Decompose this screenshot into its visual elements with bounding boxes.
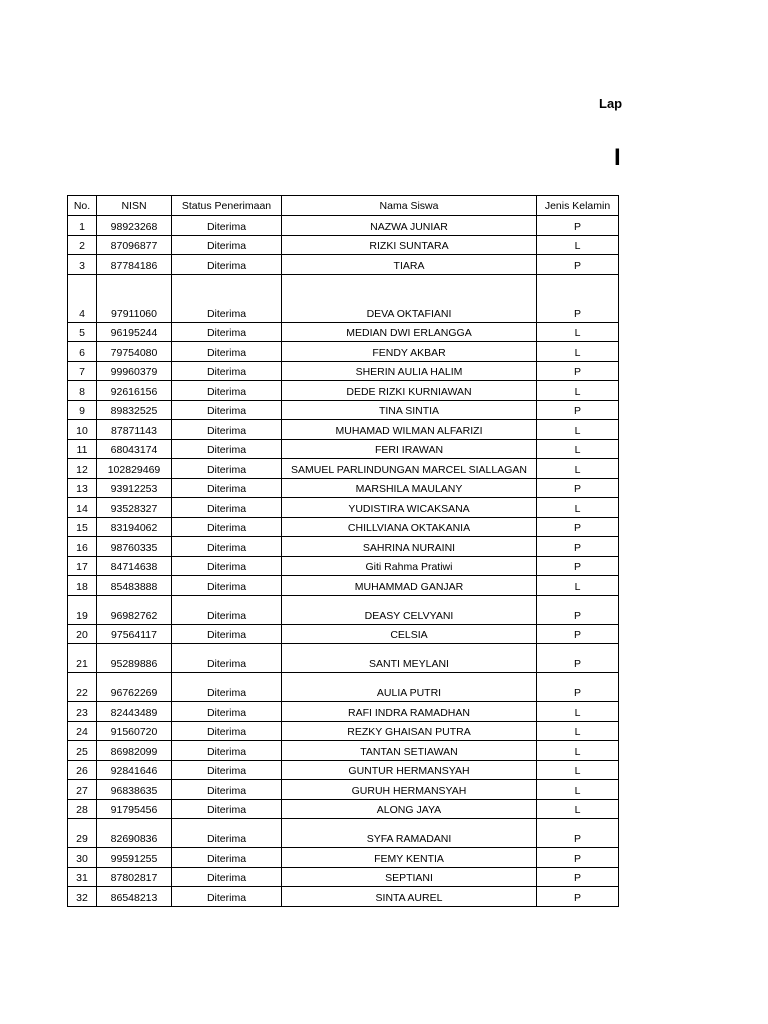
cell-status: Diterima bbox=[172, 867, 282, 887]
cell-nama: NAZWA JUNIAR bbox=[282, 216, 537, 236]
cell-nama: GUNTUR HERMANSYAH bbox=[282, 760, 537, 780]
table-row bbox=[68, 702, 619, 722]
cell-no: 16 bbox=[68, 537, 97, 557]
table-row bbox=[68, 673, 619, 702]
cell-jenis-kelamin: P bbox=[537, 624, 619, 644]
cell-nama: CHILLVIANA OKTAKANIA bbox=[282, 517, 537, 537]
table-row bbox=[68, 361, 619, 381]
cell-jenis-kelamin: L bbox=[537, 576, 619, 596]
cell-nisn: 97564117 bbox=[97, 624, 172, 644]
cell-jenis-kelamin: L bbox=[537, 459, 619, 479]
table-row bbox=[68, 342, 619, 362]
cell-nama: ALONG JAYA bbox=[282, 799, 537, 819]
cell-status: Diterima bbox=[172, 498, 282, 518]
table-row bbox=[68, 537, 619, 557]
table-row bbox=[68, 400, 619, 420]
cell-status: Diterima bbox=[172, 459, 282, 479]
cell-status: Diterima bbox=[172, 322, 282, 342]
cell-status: Diterima bbox=[172, 517, 282, 537]
cell-no: 17 bbox=[68, 556, 97, 576]
cell-no: 5 bbox=[68, 322, 97, 342]
cell-nama: FERI IRAWAN bbox=[282, 439, 537, 459]
cell-nisn: 92616156 bbox=[97, 381, 172, 401]
cell-nama: YUDISTIRA WICAKSANA bbox=[282, 498, 537, 518]
cell-nama: Giti Rahma Pratiwi bbox=[282, 556, 537, 576]
cell-status: Diterima bbox=[172, 819, 282, 848]
cell-nama: FEMY KENTIA bbox=[282, 848, 537, 868]
cell-nisn: 96982762 bbox=[97, 595, 172, 624]
cell-nisn: 89832525 bbox=[97, 400, 172, 420]
table-row bbox=[68, 576, 619, 596]
cell-nama: MEDIAN DWI ERLANGGA bbox=[282, 322, 537, 342]
cell-nisn: 99591255 bbox=[97, 848, 172, 868]
cell-nisn: 96838635 bbox=[97, 780, 172, 800]
cell-status: Diterima bbox=[172, 576, 282, 596]
cell-status: Diterima bbox=[172, 848, 282, 868]
cell-no: 1 bbox=[68, 216, 97, 236]
cell-jenis-kelamin: P bbox=[537, 400, 619, 420]
header-no: No. bbox=[68, 196, 97, 216]
table-row bbox=[68, 439, 619, 459]
cell-status: Diterima bbox=[172, 644, 282, 673]
cell-status: Diterima bbox=[172, 235, 282, 255]
cell-no: 9 bbox=[68, 400, 97, 420]
cell-status: Diterima bbox=[172, 478, 282, 498]
cell-no: 20 bbox=[68, 624, 97, 644]
cell-jenis-kelamin: L bbox=[537, 420, 619, 440]
table-row bbox=[68, 517, 619, 537]
table-row bbox=[68, 799, 619, 819]
cell-jenis-kelamin: L bbox=[537, 381, 619, 401]
cell-status: Diterima bbox=[172, 439, 282, 459]
cell-nama: SEPTIANI bbox=[282, 867, 537, 887]
cell-nisn: 96762269 bbox=[97, 673, 172, 702]
table-row bbox=[68, 556, 619, 576]
table-row bbox=[68, 721, 619, 741]
cell-nama: REZKY GHAISAN PUTRA bbox=[282, 721, 537, 741]
table-row bbox=[68, 459, 619, 479]
table-row bbox=[68, 741, 619, 761]
cell-jenis-kelamin: P bbox=[537, 848, 619, 868]
cell-status: Diterima bbox=[172, 741, 282, 761]
cell-jenis-kelamin: P bbox=[537, 361, 619, 381]
cell-nisn: 92841646 bbox=[97, 760, 172, 780]
table-row bbox=[68, 780, 619, 800]
table-row bbox=[68, 819, 619, 848]
cell-status: Diterima bbox=[172, 400, 282, 420]
cell-jenis-kelamin: P bbox=[537, 216, 619, 236]
table-row bbox=[68, 216, 619, 236]
table-row bbox=[68, 867, 619, 887]
cell-jenis-kelamin: P bbox=[537, 673, 619, 702]
header-jenis-kelamin: Jenis Kelamin bbox=[537, 196, 619, 216]
header-status: Status Penerimaan bbox=[172, 196, 282, 216]
cell-no: 10 bbox=[68, 420, 97, 440]
cell-jenis-kelamin: P bbox=[537, 556, 619, 576]
cell-status: Diterima bbox=[172, 381, 282, 401]
cell-status: Diterima bbox=[172, 887, 282, 907]
cell-jenis-kelamin: L bbox=[537, 498, 619, 518]
cell-status: Diterima bbox=[172, 721, 282, 741]
cell-nisn: 102829469 bbox=[97, 459, 172, 479]
cell-jenis-kelamin: P bbox=[537, 644, 619, 673]
cell-jenis-kelamin: L bbox=[537, 342, 619, 362]
cell-no: 13 bbox=[68, 478, 97, 498]
table-row bbox=[68, 624, 619, 644]
table-row bbox=[68, 420, 619, 440]
cell-jenis-kelamin: P bbox=[537, 887, 619, 907]
cell-nama: TINA SINTIA bbox=[282, 400, 537, 420]
table-row bbox=[68, 848, 619, 868]
cell-nisn: 93528327 bbox=[97, 498, 172, 518]
cell-nama: FENDY AKBAR bbox=[282, 342, 537, 362]
cell-nisn: 99960379 bbox=[97, 361, 172, 381]
cell-nama: CELSIA bbox=[282, 624, 537, 644]
cell-nama: SAHRINA NURAINI bbox=[282, 537, 537, 557]
cell-nisn: 86982099 bbox=[97, 741, 172, 761]
cell-no: 3 bbox=[68, 255, 97, 275]
cell-nama: DEVA OKTAFIANI bbox=[282, 274, 537, 322]
cell-nama: SYFA RAMADANI bbox=[282, 819, 537, 848]
table-row bbox=[68, 478, 619, 498]
cell-nisn: 91795456 bbox=[97, 799, 172, 819]
cell-no: 30 bbox=[68, 848, 97, 868]
cell-no: 4 bbox=[68, 274, 97, 322]
cell-no: 25 bbox=[68, 741, 97, 761]
cell-jenis-kelamin: P bbox=[537, 595, 619, 624]
cell-status: Diterima bbox=[172, 673, 282, 702]
cell-no: 28 bbox=[68, 799, 97, 819]
cell-no: 31 bbox=[68, 867, 97, 887]
cell-jenis-kelamin: P bbox=[537, 819, 619, 848]
table-row bbox=[68, 381, 619, 401]
cell-nama: MUHAMAD WILMAN ALFARIZI bbox=[282, 420, 537, 440]
cell-no: 27 bbox=[68, 780, 97, 800]
cell-status: Diterima bbox=[172, 255, 282, 275]
cell-no: 32 bbox=[68, 887, 97, 907]
cell-no: 8 bbox=[68, 381, 97, 401]
table-row bbox=[68, 235, 619, 255]
cell-nama: DEASY CELVYANI bbox=[282, 595, 537, 624]
table-row bbox=[68, 760, 619, 780]
cell-nama: DEDE RIZKI KURNIAWAN bbox=[282, 381, 537, 401]
cell-nisn: 83194062 bbox=[97, 517, 172, 537]
cell-jenis-kelamin: L bbox=[537, 799, 619, 819]
cell-nama: SINTA AUREL bbox=[282, 887, 537, 907]
cell-nisn: 98923268 bbox=[97, 216, 172, 236]
cell-status: Diterima bbox=[172, 780, 282, 800]
cell-no: 14 bbox=[68, 498, 97, 518]
cell-no: 2 bbox=[68, 235, 97, 255]
cell-jenis-kelamin: L bbox=[537, 741, 619, 761]
cell-status: Diterima bbox=[172, 595, 282, 624]
cell-jenis-kelamin: P bbox=[537, 274, 619, 322]
cell-nisn: 87784186 bbox=[97, 255, 172, 275]
cell-nama: MUHAMMAD GANJAR bbox=[282, 576, 537, 596]
cell-no: 23 bbox=[68, 702, 97, 722]
cell-no: 12 bbox=[68, 459, 97, 479]
cell-no: 26 bbox=[68, 760, 97, 780]
cell-no: 19 bbox=[68, 595, 97, 624]
cell-jenis-kelamin: P bbox=[537, 478, 619, 498]
cell-nama: SHERIN AULIA HALIM bbox=[282, 361, 537, 381]
cell-nama: AULIA PUTRI bbox=[282, 673, 537, 702]
cell-status: Diterima bbox=[172, 361, 282, 381]
cell-nisn: 91560720 bbox=[97, 721, 172, 741]
header-nisn: NISN bbox=[97, 196, 172, 216]
cell-nisn: 98760335 bbox=[97, 537, 172, 557]
cell-nama: TANTAN SETIAWAN bbox=[282, 741, 537, 761]
cell-nisn: 85483888 bbox=[97, 576, 172, 596]
cell-nisn: 87802817 bbox=[97, 867, 172, 887]
table-header-row bbox=[68, 196, 619, 216]
cell-nisn: 82690836 bbox=[97, 819, 172, 848]
cell-status: Diterima bbox=[172, 420, 282, 440]
cell-jenis-kelamin: L bbox=[537, 439, 619, 459]
cell-jenis-kelamin: P bbox=[537, 537, 619, 557]
cell-no: 7 bbox=[68, 361, 97, 381]
cell-jenis-kelamin: P bbox=[537, 517, 619, 537]
cell-no: 22 bbox=[68, 673, 97, 702]
cell-jenis-kelamin: P bbox=[537, 867, 619, 887]
cell-nisn: 93912253 bbox=[97, 478, 172, 498]
cell-status: Diterima bbox=[172, 702, 282, 722]
cell-jenis-kelamin: L bbox=[537, 322, 619, 342]
table-row bbox=[68, 595, 619, 624]
cell-no: 6 bbox=[68, 342, 97, 362]
cell-nisn: 96195244 bbox=[97, 322, 172, 342]
cell-no: 18 bbox=[68, 576, 97, 596]
student-table bbox=[67, 195, 619, 907]
cell-nisn: 87871143 bbox=[97, 420, 172, 440]
table-row bbox=[68, 498, 619, 518]
cell-status: Diterima bbox=[172, 799, 282, 819]
cell-nisn: 84714638 bbox=[97, 556, 172, 576]
cell-no: 11 bbox=[68, 439, 97, 459]
header-nama: Nama Siswa bbox=[282, 196, 537, 216]
cell-nama: SANTI MEYLANI bbox=[282, 644, 537, 673]
page-title: Lap bbox=[599, 96, 623, 111]
cell-status: Diterima bbox=[172, 216, 282, 236]
cell-status: Diterima bbox=[172, 556, 282, 576]
table-row bbox=[68, 644, 619, 673]
table-row bbox=[68, 255, 619, 275]
cell-nisn: 97911060 bbox=[97, 274, 172, 322]
cell-no: 29 bbox=[68, 819, 97, 848]
table-body bbox=[68, 216, 619, 907]
cell-jenis-kelamin: L bbox=[537, 780, 619, 800]
table-row bbox=[68, 322, 619, 342]
cell-nisn: 86548213 bbox=[97, 887, 172, 907]
cell-status: Diterima bbox=[172, 537, 282, 557]
cell-nama: RIZKI SUNTARA bbox=[282, 235, 537, 255]
cell-nama: SAMUEL PARLINDUNGAN MARCEL SIALLAGAN bbox=[282, 459, 537, 479]
cell-nama: TIARA bbox=[282, 255, 537, 275]
cell-status: Diterima bbox=[172, 274, 282, 322]
cell-nama: GURUH HERMANSYAH bbox=[282, 780, 537, 800]
cell-nisn: 82443489 bbox=[97, 702, 172, 722]
cell-jenis-kelamin: L bbox=[537, 702, 619, 722]
cell-nisn: 95289886 bbox=[97, 644, 172, 673]
cell-no: 24 bbox=[68, 721, 97, 741]
cell-nisn: 68043174 bbox=[97, 439, 172, 459]
cell-nisn: 87096877 bbox=[97, 235, 172, 255]
cell-no: 21 bbox=[68, 644, 97, 673]
cell-status: Diterima bbox=[172, 624, 282, 644]
cell-status: Diterima bbox=[172, 342, 282, 362]
cell-nama: MARSHILA MAULANY bbox=[282, 478, 537, 498]
cell-nisn: 79754080 bbox=[97, 342, 172, 362]
table-row bbox=[68, 887, 619, 907]
cell-jenis-kelamin: L bbox=[537, 760, 619, 780]
cell-jenis-kelamin: P bbox=[537, 255, 619, 275]
cell-jenis-kelamin: L bbox=[537, 235, 619, 255]
cell-jenis-kelamin: L bbox=[537, 721, 619, 741]
cell-no: 15 bbox=[68, 517, 97, 537]
cell-status: Diterima bbox=[172, 760, 282, 780]
cell-nama: RAFI INDRA RAMADHAN bbox=[282, 702, 537, 722]
table-row bbox=[68, 274, 619, 322]
page-subtitle: I bbox=[614, 144, 621, 171]
